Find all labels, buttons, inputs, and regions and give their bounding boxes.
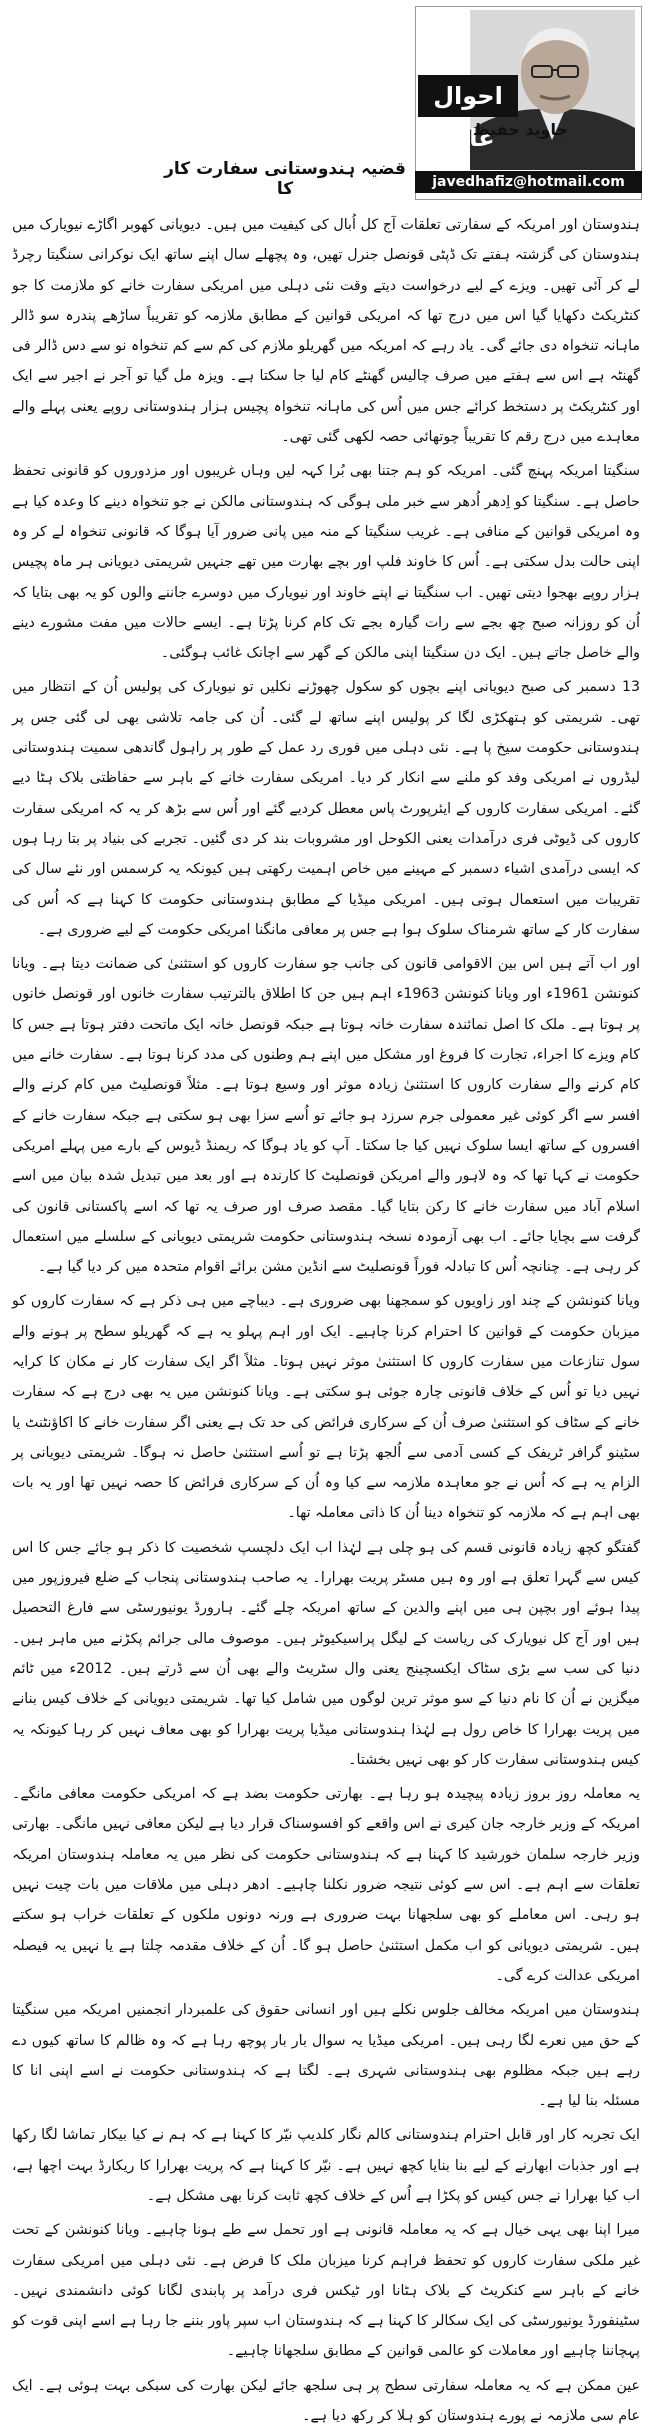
paragraph: گفتگو کچھ زیادہ قانونی قسم کی ہو چلی ہے لہٰذا اب ایک دلچسپ شخصیت کا ذکر ہو جائے جس کا اس کیس سے گہرا تعلق ہے اور وہ ہیں مسٹر پریت بھرارا۔ یہ صاحب ہندوستانی پنجاب کے ضلع فیروزپور میں پیدا ہوئے اور بچپن ہی میں اپنے والدین کے ساتھ امریکہ چلے گئے۔ ہارورڈ یونیورسٹی سے فارغ التحصیل ہیں اور آج کل نیویارک کی ریاست کے لیگل پراسیکیوٹر ہیں۔ موصوف مالی جرائم پکڑنے میں ماہر ہیں۔ دنیا کی سب سے بڑی سٹاک ایکسچینج یعنی وال سٹریٹ والے بھی اُن سے ڈرتے ہیں۔ 2012ء میں ٹائم میگزین نے اُن کا نام دنیا کے سو موثر ترین لوگوں میں شامل کیا تھا۔ شریمتی دیویانی کے خلاف کیس بنانے میں پریت بھرارا کا خاص رول ہے لہٰذا ہندوستانی میڈیا پریت بھرارا کو بھی معاف نہیں کر رہا کیونکہ یہ کیس ہندوستانی سفارت کار کو بھی نہیں بخشتا۔: [12, 1539, 640, 1768]
paragraph: ویانا کنونشن کے چند اور زاویوں کو سمجھنا بھی ضروری ہے۔ دیباچے میں ہی ذکر ہے کہ سفارت کاروں کو میزبان حکومت کے قوانین کا احترام کرنا چاہیے۔ ایک اور اہم پہلو یہ ہے کہ گھریلو سطح پر ہونے والے سول تنازعات میں سفارت کاروں کا استثنیٰ موثر نہیں ہوتا۔ مثلاً اگر ایک سفارت کار نے مکان کا کرایہ نہیں دیا تو اُس کے خلاف قانونی چارہ جوئی ہو سکتی ہے۔ ویانا کنونشن میں یہ بھی درج ہے کہ سفارت خانے کے سٹاف کو استثنیٰ صرف اُن کے سرکاری فرائض کی حد تک ہے یعنی اگر سفارت خانے کا اکاؤنٹنٹ یا سٹینو گرافر ٹریفک کے کسی آدمی سے اُلجھ پڑتا ہے تو اُسے استثنیٰ حاصل نہ ہوگا۔ شریمتی دیویانی پر الزام یہ ہے کہ اُس نے جو معاہدہ ملازمہ سے کیا وہ اُن کے سرکاری فرائض کا حصہ نہیں تھا اور یہ بات بھی اہم ہے کہ ملازمہ کو تنخواہ دینا اُن کا ذاتی معاملہ تھا۔: [12, 1293, 640, 1522]
paragraph: عین ممکن ہے کہ یہ معاملہ سفارتی سطح پر ہی سلجھ جائے لیکن بھارت کی سبکی بہت ہوئی ہے۔ ایک عام سی ملازمہ نے پورے ہندوستان کو ہلا کر رکھ دیا ہے۔: [12, 2377, 640, 2425]
paragraph: ہندوستان اور امریکہ کے سفارتی تعلقات آج کل اُبال کی کیفیت میں ہیں۔ دیویانی کھوبر اگاڑے نیویارک میں ہندوستان کی گزشتہ ہفتے تک ڈپٹی قونصل جنرل تھیں، وہ پچھلے سال اپنے ساتھ ایک نوکرانی سنگیتا رچرڈ لے کر آئی تھیں۔ ویزے کے لیے درخواست دیتے وقت نئی دہلی میں امریکی سفارت خانے کو ملازمت کا جو کنٹریکٹ دکھایا گیا اس میں درج تھا کہ امریکی قوانین کے مطابق ملازمہ کو تقریباً ساڑھے پندرہ سو ڈالر ماہانہ تنخواہ دی جائے گی۔ یاد رہے کہ امریکہ میں گھریلو ملازم کی کم سے کم تنخواہ نو سے دس ڈالر فی گھنٹہ ہے اس سے ہفتے میں صرف چالیس گھنٹے کام لیا جا سکتا ہے۔ ویزہ مل گیا تو آجر نے اجیر سے ایک اور کنٹریکٹ پر دستخط کرائے جس میں اُس کی ماہانہ تنخواہ پچیس ہزار ہندوستانی روپے یعنی پہلے والے معاہدے میں درج رقم کا تقریباً چوتھائی حصہ لکھی گئی تھی۔: [12, 217, 640, 446]
column-header: [0, 0, 650, 205]
article-title: قضیہ ہندوستانی سفارت کار کا: [164, 159, 406, 199]
paragraph: 13 دسمبر کی صبح دیویانی اپنے بچوں کو سکول چھوڑنے نکلیں تو نیویارک کی پولیس اُن کے انتظار میں تھی۔ شریمتی کو ہتھکڑی لگا کر پولیس اپنے ساتھ لے گئی۔ اُن کی جامہ تلاشی بھی لی گئی جس پر ہندوستانی حکومت سیخ پا ہے۔ نئی دہلی میں فوری رد عمل کے طور پر راہول گاندھی سمیت ہندوستانی لیڈروں نے امریکی وفد کو ملنے سے انکار کر دیا۔ امریکی سفارت خانے کے باہر سے حفاظتی بلاک ہٹا دیے گئے۔ امریکی سفارت کاروں کے ایئرپورٹ پاس معطل کردیے گئے اور اُس سے بڑھ کر یہ کہ امریکی سفارت کاروں کی ڈیوٹی فری درآمدات یعنی الکوحل اور مشروبات بند کر دی گئیں۔ تجربے کی بنیاد پر بتا رہا ہوں کہ ایسی درآمدی اشیاء دسمبر کے مہینے میں خاص اہمیت رکھتی ہیں کیونکہ یہ کرسمس اور نئے سال کی تقریبات میں استعمال ہوتی ہیں۔ امریکی میڈیا کے مطابق ہندوستانی حکومت کا کہنا ہے کہ اُس کی سفارت کار کے ساتھ شرمناک سلوک ہوا ہے جس پر معافی مانگنا امریکی حکومت کے لیے ضروری ہے۔: [12, 679, 640, 938]
column-logo: [418, 75, 518, 152]
paragraph: اور اب آتے ہیں اس بین الاقوامی قانون کی جانب جو سفارت کاروں کو استثنیٰ کی ضمانت دیتا ہے۔ ویانا کنونشن 1961ء اور ویانا کنونشن 1963ء اہم ہیں جن کا اطلاق بالترتیب سفارت خانوں اور قونصل خانوں پر ہوتا ہے۔ ملک کا اصل نمائندہ سفارت خانہ ہوتا ہے جبکہ قونصل خانہ ایک ماتحت دفتر ہوتا ہے جس کا کام ویزے کا اجراء، تجارت کا فروغ اور مشکل میں اپنے ہم وطنوں کی مدد کرنا ہوتا ہے۔ سفارت خانے میں کام کرنے والے سفارت کاروں کا استثنیٰ زیادہ موثر اور وسیع ہوتا ہے۔ مثلاً قونصلیٹ میں کام کرنے والے افسر سے اگر کوئی غیر معمولی جرم سرزد ہو جائے تو اُسے سزا بھی ہو سکتی ہے جبکہ سفارت خانے کے افسروں کے ساتھ ایسا سلوک نہیں کیا جا سکتا۔ آپ کو یاد ہوگا کہ ریمنڈ ڈیوس کے بارے میں پہلے امریکی حکومت نے کہا تھا کہ وہ لاہور والے امریکن قونصلیٹ کا کارندہ ہے اور بعد میں تبدیل شدہ بیان میں اسے اسلام آباد میں سفارت خانے کا رکن بتایا گیا۔ مقصد صرف اور صرف یہ تھا کہ اسے پاکستانی قانون کی گرفت سے بچایا جائے۔ اب بھی آزمودہ نسخہ ہندوستانی حکومت شریمتی دیویانی کے سلسلے میں استعمال کر رہی ہے۔ چنانچہ اُس کا تبادلہ فوراً قونصلیٹ سے انڈین مشن برائے اقوام متحدہ میں کر دیا گیا ہے۔: [12, 956, 640, 1276]
article-body: [12, 210, 640, 2425]
paragraph: سنگیتا امریکہ پہنچ گئی۔ امریکہ کو ہم جتنا بھی بُرا کہہ لیں وہاں غریبوں اور مزدوروں کو قانونی تحفظ حاصل ہے۔ سنگیتا کو اِدھر اُدھر سے خبر ملی ہوگی کہ ہندوستانی مالکن نے جو تنخواہ دینے کا وعدہ کیا ہے وہ امریکی قوانین کے منافی ہے۔ غریب سنگیتا کے منہ میں پانی ضرور آیا ہوگا کہ قانونی تنخواہ لے کر وہ اپنی حالت بدل سکتی ہے۔ اُس کا خاوند فلپ اور بچے بھارت میں تھے جنہیں شریمتی دیویانی ہر ماہ پچیس ہزار روپے بھجوا دیتی تھیں۔ اب سنگیتا نے اپنے خاوند اور نیویارک میں دوسرے جاننے والوں کو یہ بھی بتایا کہ اُن کو روزانہ صبح چھ بجے سے رات گیارہ بجے تک کام کرنا پڑتا ہے۔ ایسے حالات میں مفت مشورے دینے والے خاصل جاتے ہیں۔ ایک دن سنگیتا اپنی مالکن کے گھر سے اچانک غائب ہوگئی۔: [12, 463, 640, 662]
paragraph: یہ معاملہ روز بروز زیادہ پیچیدہ ہو رہا ہے۔ بھارتی حکومت بضد ہے کہ امریکی حکومت معافی مانگے۔ امریکہ کے وزیر خارجہ جان کیری نے اس واقعے کو افسوسناک قرار دیا ہے لیکن معافی نہیں مانگی۔ بھارتی وزیر خارجہ سلمان خورشید کا کہنا ہے کہ ہندوستانی حکومت کی نظر میں یہ معاملہ ہندوستان امریکہ تعلقات سے اہم ہے۔ اس سے کوئی نتیجہ ضرور نکلنا چاہیے۔ ادھر دہلی میں ملاقات میں بات چیت نہیں ہو رہی۔ اس معاملے کو بھی سلجھانا بہت ضروری ہے ورنہ دونوں ملکوں کے تعلقات خراب ہو سکتے ہیں۔ شریمتی دیویانی کو اب مکمل استثنیٰ حاصل ہو گا۔ اُن کے خلاف مقدمہ چلتا ہے یا نہیں یہ فیصلہ امریکی عدالت کرے گی۔: [12, 1786, 640, 1984]
paragraph: ہندوستان میں امریکہ مخالف جلوس نکلے ہیں اور انسانی حقوق کی علمبردار انجمنیں امریکہ میں سنگیتا کے حق میں نعرے لگا رہی ہیں۔ امریکی میڈیا یہ سوال بار بار پوچھ رہا ہے کہ وہ ظالم کا ساتھ کیوں دے رہے ہیں جبکہ مظلوم بھی ہندوستانی شہری ہے۔ لگتا ہے کہ ہندوستانی حکومت نے اسے اپنی انا کا مسئلہ بنا لیا ہے۔: [12, 2002, 640, 2110]
paragraph: میرا اپنا بھی یہی خیال ہے کہ یہ معاملہ قانونی ہے اور تحمل سے طے ہونا چاہیے۔ ویانا کنونشن کے تحت غیر ملکی سفارت کاروں کو تحفظ فراہم کرنا میزبان ملک کا فرض ہے۔ نئی دہلی میں امریکی سفارت خانے کے باہر سے کنکریٹ کے بلاک ہٹانا اور ٹیکس فری درآمد پر پابندی لگانا کوئی دانشمندی نہیں۔ سٹینفورڈ یونیورسٹی کی ایک سکالر کا کہنا ہے کہ ہندوستان اب سپر پاور بننے جا رہا ہے اسے اپنی قوت کو پہچاننا چاہیے اور معاملات کو عالمی قوانین کے مطابق سلجھانا چاہیے۔: [12, 2222, 640, 2360]
column-logo-text: احوال عالم: [433, 82, 503, 152]
author-email: javedhafiz@hotmail.com: [415, 171, 642, 193]
paragraph: ایک تجربہ کار اور قابل احترام ہندوستانی کالم نگار کلدیپ نیّر کا کہنا ہے کہ ہم نے کیا بیکار تماشا لگا رکھا ہے اور جذبات ابھارنے کے لیے بنا بنایا کچھ نہیں ہے۔ نیّر کا کہنا ہے کہ پریت بھرارا کا ریکارڈ بہت اچھا ہے، اب کیا بھرارا نے جس کیس کو پکڑا ہے اُس کے خلاف کچھ ثابت کرنا بھی مشکل ہے۔: [12, 2127, 640, 2204]
author-name: جاوید حفیظ: [472, 120, 568, 139]
